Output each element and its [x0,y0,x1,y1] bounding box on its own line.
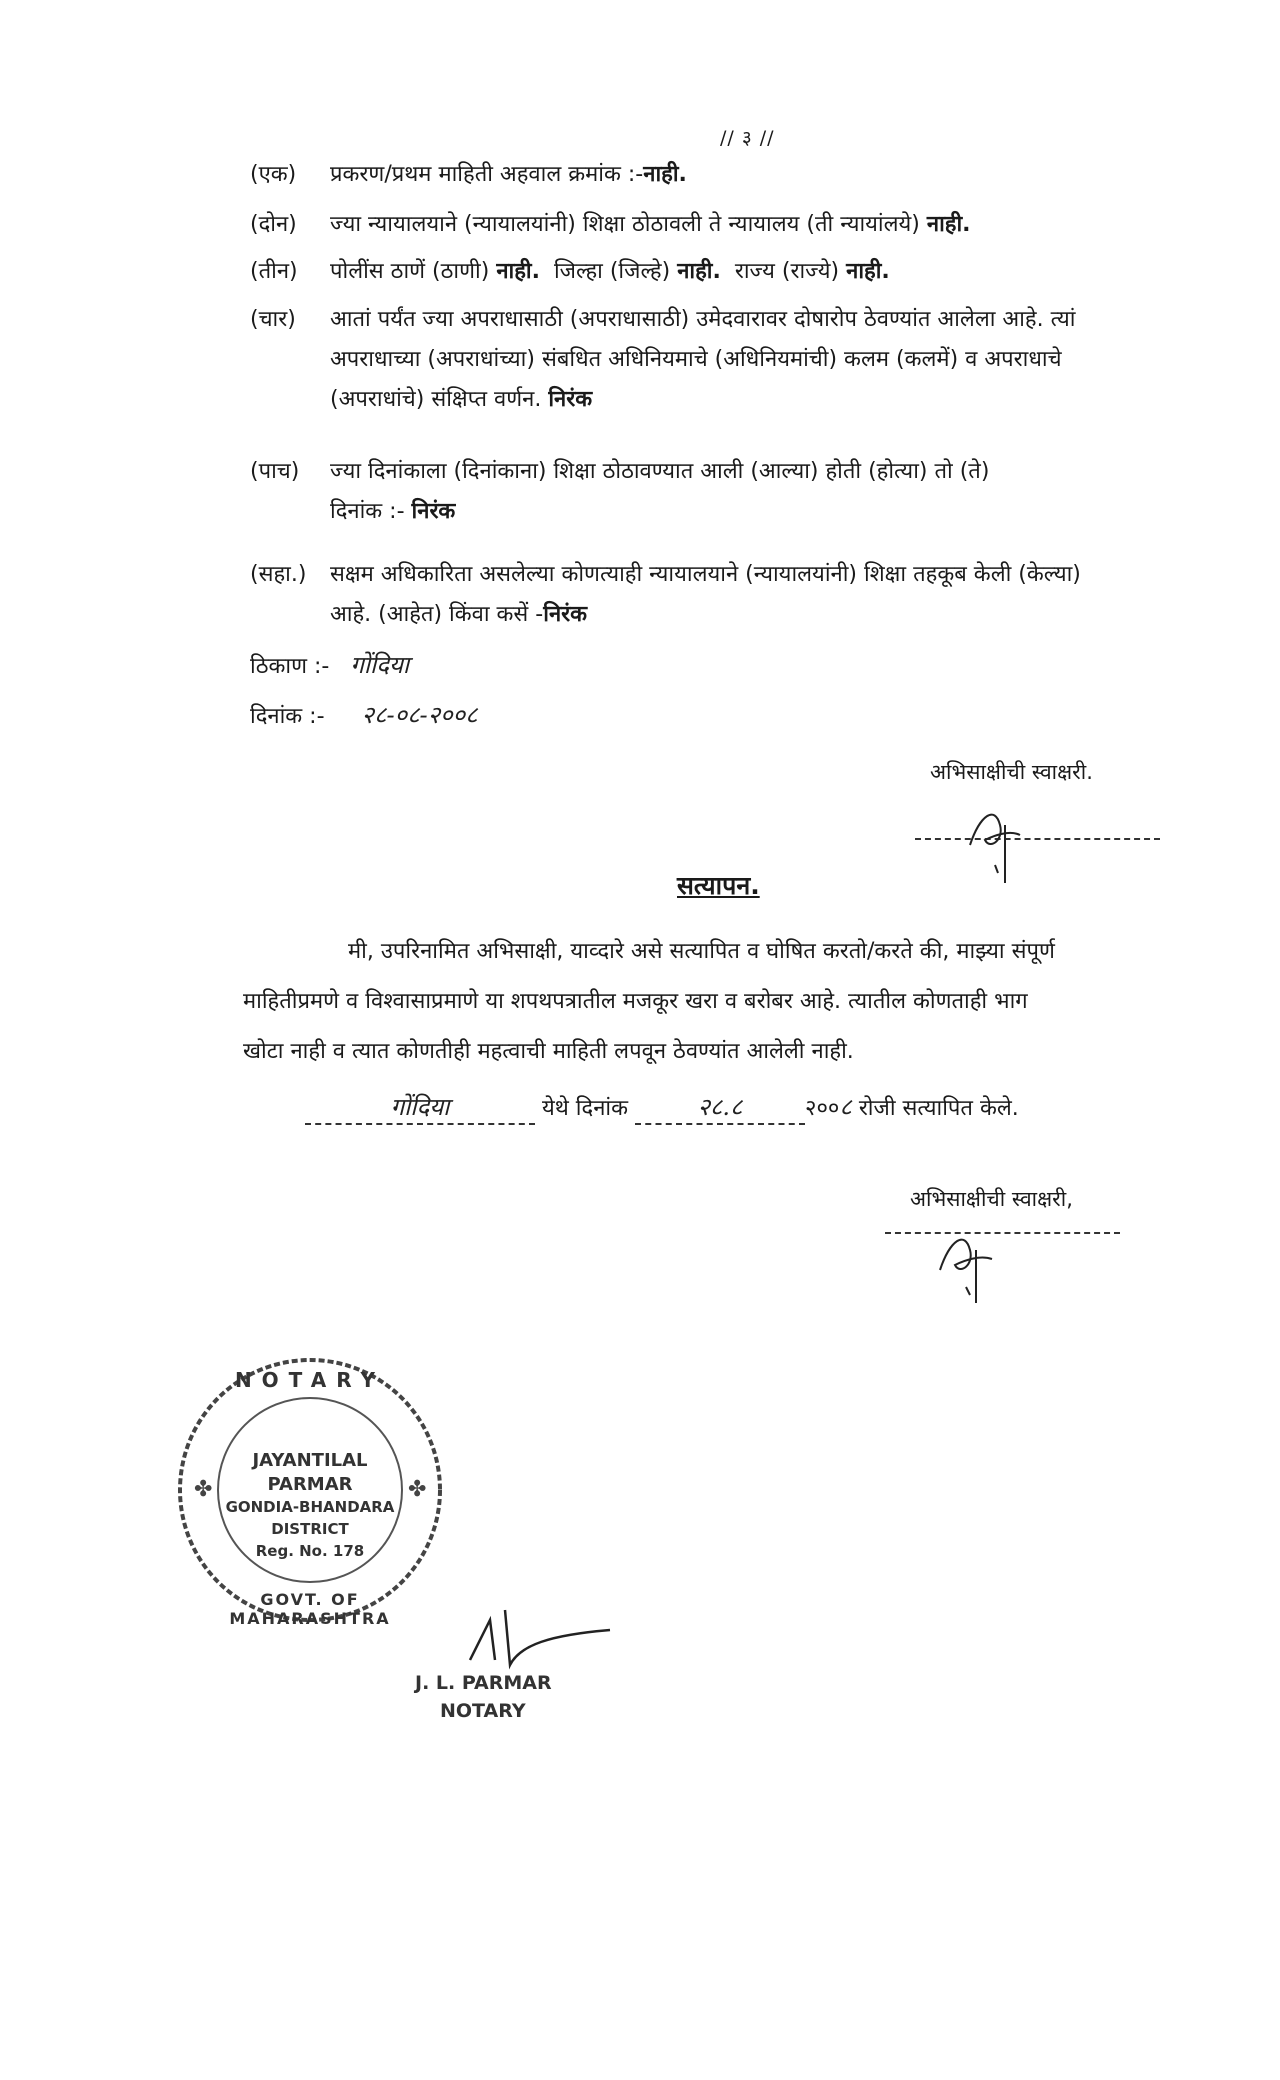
date-label: दिनांक :- [250,704,325,729]
item-line: सक्षम अधिकारिता असलेल्या कोणत्याही न्यायालयाने (न्यायालयांनी) शिक्षा तहकूब केली (केल्या) [330,562,1081,587]
item-text: ज्या न्यायालयाने (न्यायालयांनी) शिक्षा ठोठावली ते न्यायालय (ती न्यायांलये) [330,212,920,237]
date-handwritten: २८-०८-२००८ [361,701,478,729]
state-text: राज्य (राज्ये) [734,259,840,284]
item-text: प्रकरण/प्रथम माहिती अहवाल क्रमांक :- [330,162,644,187]
notary-stamp [170,1350,450,1630]
date-field [250,698,478,731]
notary-name: J. L. PARMAR [415,1672,552,1694]
item-number: (दोन) [250,212,297,237]
item-line: आहे. (आहेत) किंवा कसें - [330,602,544,627]
verification-date-handwritten: २८.८ [697,1093,743,1121]
item-line: ज्या दिनांकाला (दिनांकाना) शिक्षा ठोठावण्यात आली (आल्या) होती (होत्या) तो (ते) [330,459,990,484]
signature-label-2: अभिसाक्षीची स्वाक्षरी, [910,1187,1073,1211]
verification-place-handwritten: गोंदिया [390,1093,450,1121]
item-number: (सहा.) [250,562,307,587]
item-value: निरंक [411,499,456,524]
stamp-line-4: DISTRICT [271,1520,349,1538]
stamp-line-3: GONDIA-BHANDARA [225,1498,395,1516]
item-line: (अपराधांचे) संक्षिप्त वर्णन. [330,387,542,412]
place-label: ठिकाण :- [250,654,330,679]
page-number: // ३ // [720,127,775,149]
stamp-bottom-arc: GOVT. OF MAHARASHTRA [229,1590,391,1628]
stamp-line-5: Reg. No. 178 [255,1542,365,1560]
item-value: नाही. [926,212,971,237]
stamp-line-2: PARMAR [267,1474,353,1495]
item-line: दिनांक :- [330,499,405,524]
police-station-value: नाही. [496,259,540,284]
place-field [250,648,409,681]
stamp-top-arc: NOTARY [234,1368,386,1392]
signature-label: अभिसाक्षीची स्वाक्षरी. [930,760,1093,784]
item-number: (पाच) [250,459,300,484]
district-text: जिल्हा (जिल्हे) [553,259,671,284]
item-value: निरंक [548,387,593,412]
item-number: (एक) [250,162,297,187]
stamp-line-1: JAYANTILAL [252,1450,368,1471]
verification-heading: सत्यापन. [677,871,760,900]
item-line: अपराधाच्या (अपराधांच्या) संबधित अधिनियमाचे (अधिनियमांची) कलम (कलमें) व अपराधाचे [330,347,1062,372]
district-value: नाही. [677,259,721,284]
notary-title: NOTARY [440,1700,526,1722]
signature-1 [960,795,1040,885]
item-number: (तीन) [250,259,298,284]
notary-signature [450,1590,630,1680]
verification-line-2: माहितीप्रमणे व विश्वासाप्रमाणे या शपथपत्रातील मजकूर खरा व बरोबर आहे. त्यातील कोणताही भाग [243,989,1028,1014]
verified-suffix: रोजी सत्यापित केले. [858,1096,1019,1121]
item-value: नाही. [643,162,687,187]
year-prefix: २०० [805,1096,840,1121]
item-value: निरंक [543,602,588,627]
here-date-text: येथे दिनांक [542,1096,628,1121]
verification-line-3: खोटा नाही व त्यात कोणतीही महत्वाची माहिती लपवून ठेवण्यांत आलेली नाही. [243,1039,854,1064]
item-line: आतां पर्यंत ज्या अपराधासाठी (अपराधासाठी) उमेदवारावर दोषारोप ठेवण्यांत आलेला आहे. त्यां [330,307,1076,332]
item-number: (चार) [250,307,296,332]
place-handwritten: गोंदिया [350,651,410,679]
signature-2 [930,1215,1010,1305]
verification-date-line [305,1090,1019,1125]
police-station-text: पोलींस ठाणें (ठाणी) [330,259,490,284]
year-handwritten: ८ [839,1093,852,1121]
svg-text:✤: ✤ [194,1477,213,1502]
svg-text:✤: ✤ [408,1477,427,1502]
verification-line-1: मी, उपरिनामित अभिसाक्षी, याव्दारे असे सत्यापित व घोषित करतो/करते की, माझ्या संपूर्ण [348,939,1055,964]
state-value: नाही. [846,259,890,284]
